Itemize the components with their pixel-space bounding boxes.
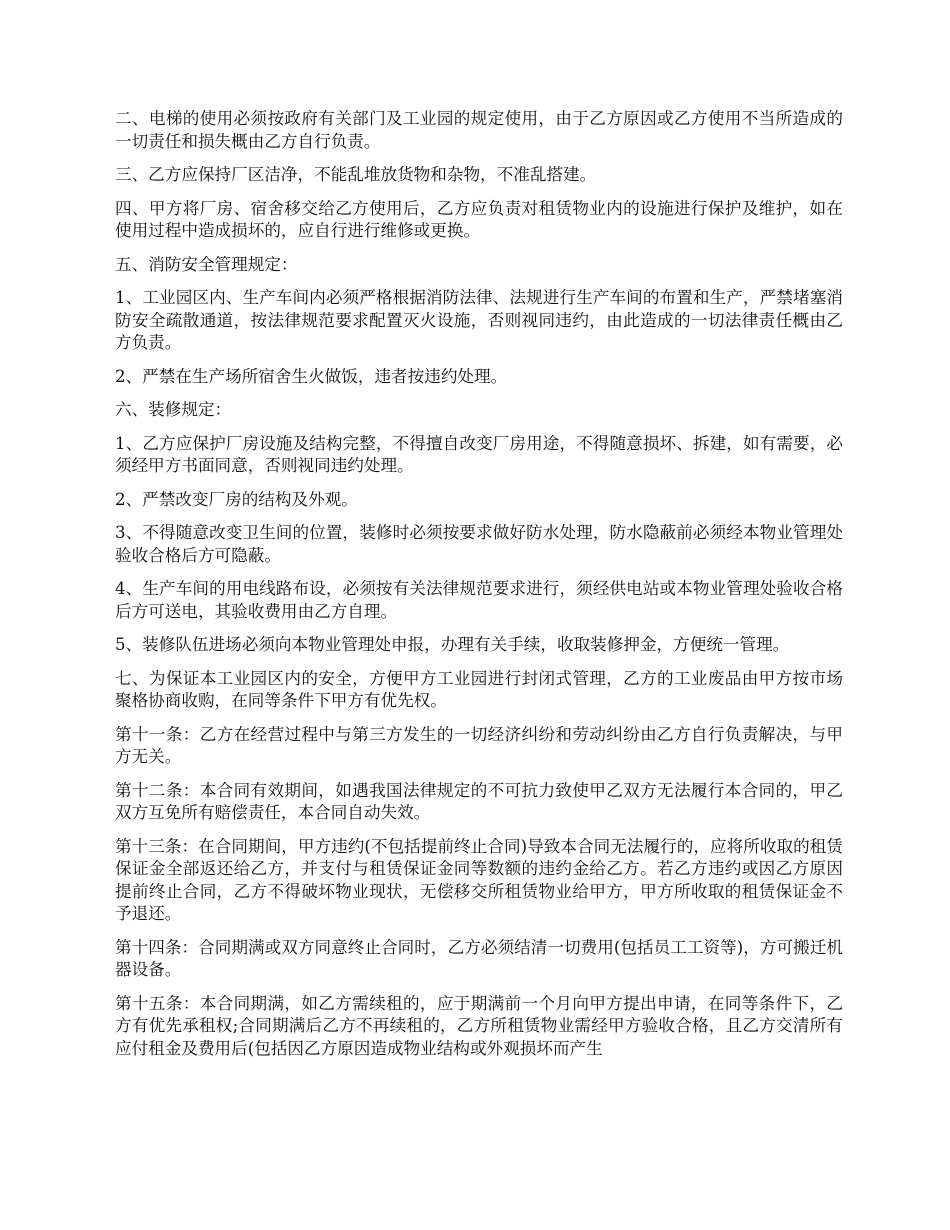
section-fire-safety-heading: 五、消防安全管理规定： bbox=[115, 254, 298, 274]
clause-facility-maintenance: 四、甲方将厂房、宿舍移交给乙方使用后，乙方应负责对租赁物业内的设施进行保护及维护，如在使用过程中造成损坏的，应自行进行维修或更换。 bbox=[115, 198, 843, 240]
renovation-item-1: 1、乙方应保护厂房设施及结构完整，不得擅自改变厂房用途，不得随意损坏、拆建，如有需要，必须经甲方书面同意，否则视同违约处理。 bbox=[115, 433, 843, 475]
document-page bbox=[115, 108, 843, 1071]
section-renovation-heading: 六、装修规定： bbox=[115, 400, 232, 419]
renovation-item-2: 2、严禁改变厂房的结构及外观。 bbox=[115, 489, 358, 509]
article-13: 第十三条：在合同期间，甲方违约(不包括提前终止合同)导致本合同无法履行的，应将所收取的租赁保证金全部返还给乙方，并支付与租赁保证金同等数额的违约金给乙方。若乙方违约或因乙方原因提前终止合同，乙方不得破坏物业现状，无偿移交所租赁物业给甲方，甲方所收取的租赁保证金不予退还。 bbox=[115, 836, 843, 923]
article-15: 第十五条：本合同期满，如乙方需续租的，应于期满前一个月向甲方提出申请，在同等条件下，乙方有优先承租权;合同期满后乙方不再续租的，乙方所租赁物业需经甲方验收合格，且乙方交清所有应付租金及费用后(包括因乙方原因造成物业结构或外观损坏而产生 bbox=[115, 993, 843, 1058]
article-11: 第十一条：乙方在经营过程中与第三方发生的一切经济纠纷和劳动纠纷由乙方自行负责解决，与甲方无关。 bbox=[115, 724, 843, 766]
fire-safety-item-1: 1、工业园区内、生产车间内必须严格根据消防法律、法规进行生产车间的布置和生产，严禁堵塞消防安全疏散通道，按法律规范要求配置灭火设施，否则视同违约，由此造成的一切法律责任概由乙方负责。 bbox=[115, 288, 843, 352]
fire-safety-item-2: 2、严禁在生产场所宿舍生火做饭，违者按违约处理。 bbox=[115, 366, 508, 386]
renovation-item-3: 3、不得随意改变卫生间的位置，装修时必须按要求做好防水处理，防水隐蔽前必须经本物业管理处验收合格后方可隐蔽。 bbox=[115, 523, 843, 565]
clause-site-cleanliness: 三、乙方应保持厂区洁净，不能乱堆放货物和杂物，不准乱搭建。 bbox=[115, 165, 597, 184]
article-12: 第十二条：本合同有效期间，如遇我国法律规定的不可抗力致使甲乙双方无法履行本合同的，甲乙双方互免所有赔偿责任，本合同自动失效。 bbox=[115, 780, 843, 822]
article-14: 第十四条：合同期满或双方同意终止合同时，乙方必须结清一切费用(包括员工工资等)，方可搬迁机器设备。 bbox=[115, 937, 843, 979]
renovation-item-5: 5、装修队伍进场必须向本物业管理处申报，办理有关手续，收取装修押金，方便统一管理。 bbox=[115, 635, 790, 654]
renovation-item-4: 4、生产车间的用电线路布设，必须按有关法律规范要求进行，须经供电站或本物业管理处验收合格后方可送电，其验收费用由乙方自理。 bbox=[115, 579, 843, 621]
clause-industrial-waste: 七、为保证本工业园区内的安全，方便甲方工业园进行封闭式管理，乙方的工业废品由甲方按市场聚格协商收购，在同等条件下甲方有优先权。 bbox=[115, 668, 843, 710]
clause-elevator-usage: 二、电梯的使用必须按政府有关部门及工业园的规定使用，由于乙方原因或乙方使用不当所造成的一切责任和损失概由乙方自行负责。 bbox=[115, 109, 843, 151]
